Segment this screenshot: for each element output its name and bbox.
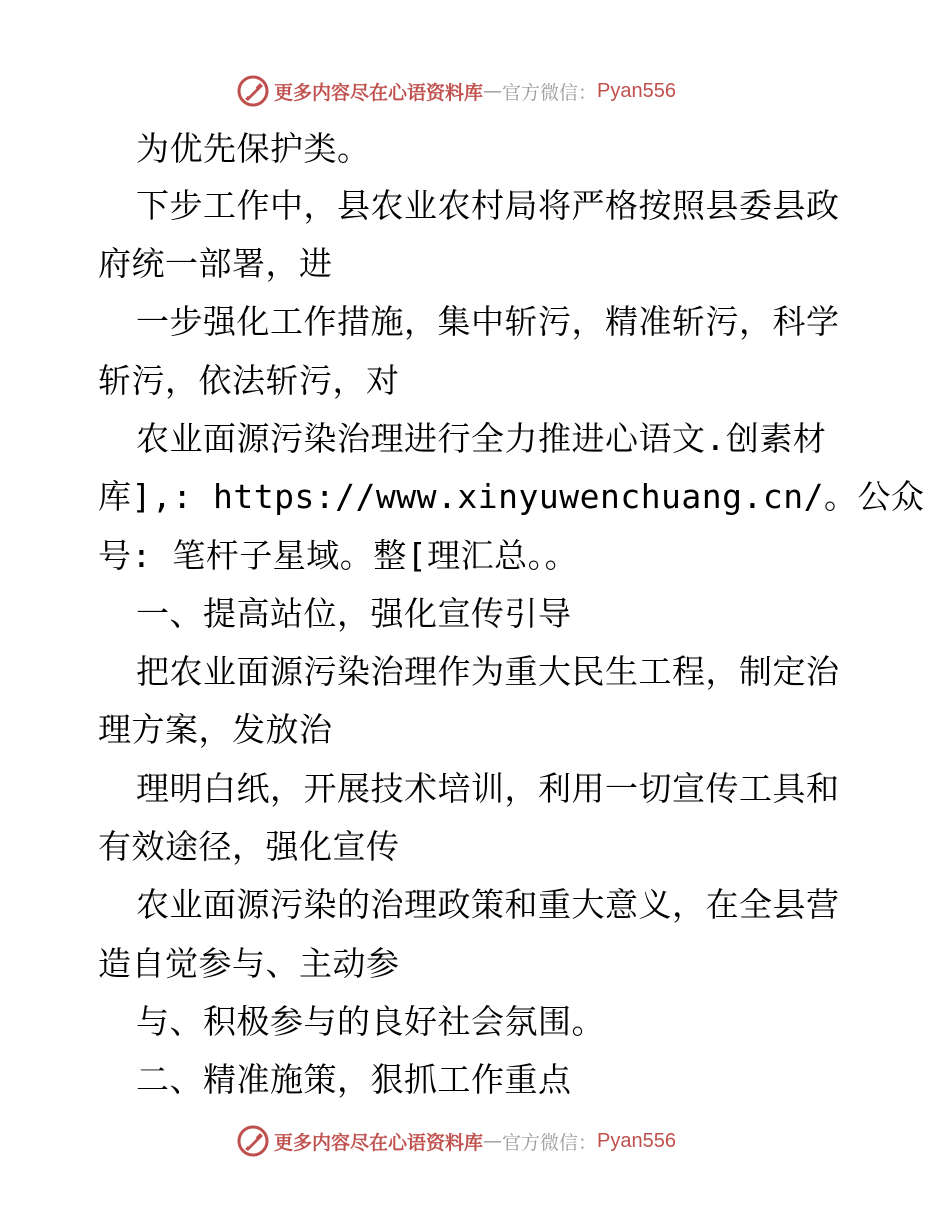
banner-wechat-label: 官方微信：	[502, 1131, 598, 1154]
body-line: 造自觉参与、主动参	[98, 944, 400, 983]
banner-wechat-id: Pyan556	[597, 79, 676, 102]
body-line: 库],: https://www.xinyuwenchuang.cn/。公众	[98, 477, 925, 516]
body-line: 下步工作中，县农业农村局将严格按照县委县政	[136, 186, 840, 225]
banner-wechat-label: 官方微信：	[502, 81, 598, 104]
body-line: 一步强化工作措施，集中斩污，精准斩污，科学	[136, 302, 840, 341]
body-line: 号: 笔杆子星域。整[理汇总。。	[98, 536, 579, 575]
body-line: 与、积极参与的良好社会氛围。	[136, 1002, 605, 1041]
banner-separator: —	[483, 80, 503, 102]
body-line: 理方案，发放治	[98, 710, 333, 749]
body-line: 农业面源污染治理进行全力推进心语文.创素材	[136, 419, 827, 458]
body-line: 府统一部署，进	[98, 244, 333, 283]
body-line: 把农业面源污染治理作为重大民生工程，制定治	[136, 652, 840, 691]
banner-text: 更多内容尽在心语资料库	[274, 1131, 484, 1154]
body-line: 农业面源污染的治理政策和重大意义，在全县营	[136, 885, 840, 924]
quill-logo-icon	[236, 1124, 270, 1158]
header-banner	[236, 74, 676, 108]
body-line: 为优先保护类。	[136, 129, 371, 168]
body-line: 斩污，依法斩污，对	[98, 361, 400, 400]
section-heading: 一、提高站位，强化宣传引导	[136, 594, 572, 633]
quill-logo-icon	[236, 74, 270, 108]
banner-separator: —	[483, 1130, 503, 1152]
banner-text: 更多内容尽在心语资料库	[274, 81, 484, 104]
footer-banner	[236, 1124, 676, 1158]
banner-wechat-id: Pyan556	[597, 1129, 676, 1152]
body-line: 有效途径，强化宣传	[98, 827, 400, 866]
body-line: 理明白纸，开展技术培训，利用一切宣传工具和	[136, 769, 840, 808]
section-heading: 二、精准施策，狠抓工作重点	[136, 1060, 572, 1099]
